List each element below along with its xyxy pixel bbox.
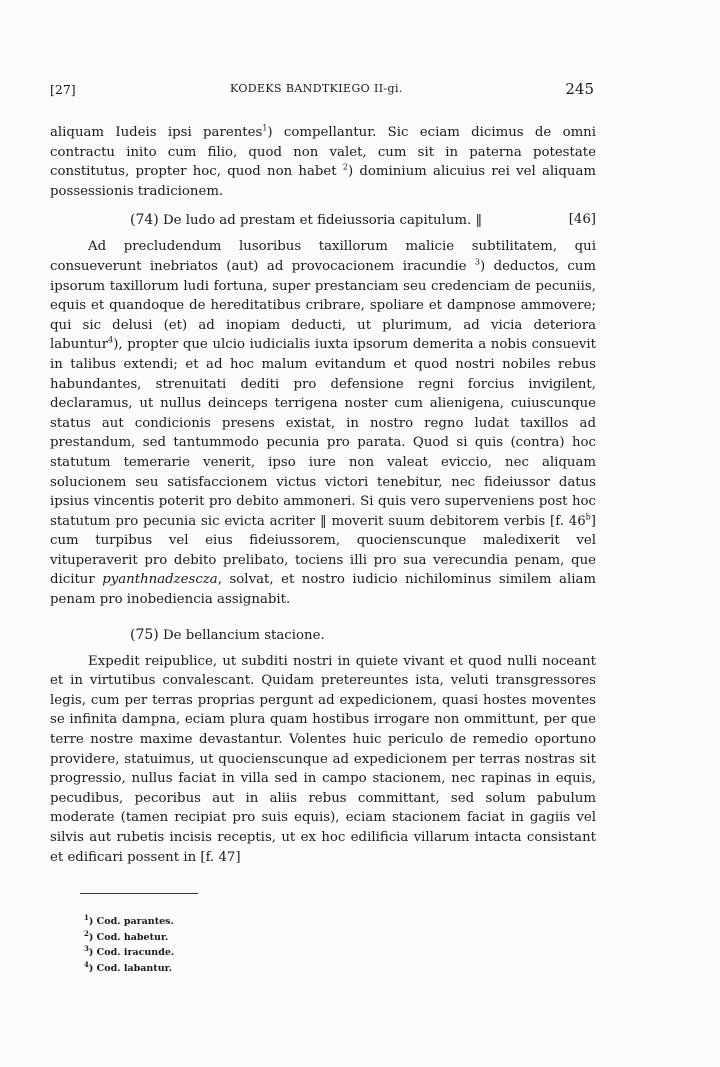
text-run: ) deductos, cum ipsorum taxillorum ludi fortuna, super prestanciam seu credenciam de pecuniis, equis et quandoque de hereditatibus cribrare, spoliare et dampnose ammovere; qui sic delusi (et) ad inopiam deducti, ut plurimum, ad vicia deteriora labuntur: [50, 258, 596, 353]
footnote-text: ) Cod. habetur.: [88, 931, 169, 943]
intro-paragraph: [50, 123, 596, 201]
footnote-mark: 4: [84, 959, 89, 969]
chapter-title: De bellancium stacione.: [162, 627, 325, 643]
footnote-ref: 1: [262, 123, 268, 133]
footnote: [84, 961, 174, 977]
footnote-ref: 4: [108, 335, 114, 345]
chapter-74-text: [50, 237, 596, 609]
footnote-divider: [80, 893, 198, 894]
section-number: [27]: [50, 82, 76, 97]
footnote-text: ) Cod. iracunde.: [88, 947, 175, 959]
text-run: aliquam Iudeis ipsi parentes: [50, 125, 263, 140]
text-run: Ad precludendum lusoribus taxillorum malicie subtilitatem, qui consueverunt inebriatos (aut) ad provocacionem iracundie: [50, 239, 596, 274]
footnote-ref: 2: [342, 162, 348, 172]
main-text: [50, 123, 596, 867]
running-header: [50, 80, 596, 100]
text-run: ), propter que ulcio iudicialis iuxta ipsorum demerita a nobis consuevit in talibus extendi; et ad hoc malum evitandum et quod nostri nobiles rebus habundantes, strenuitati dediti pro defensione regni forcius invigilent, declaramus, ut nullus deinceps terrigena noster cum alienigena, cuiuscunque status aut condicionis presens existat, in nostro regno ludat taxillos ad prestandum, sed tantummodo pecunia pro parata. Quod si quis (contra) hoc statutum temerarie venerit, ipso iure non valeat eviccio, nec aliquam solucionem seu satisfaccionem victus victori tenebitur, nec fideiussor datus ipsius vincentis poterit pro debito ammoneri. Si quis vero superveniens post hoc statutum pro pecunia sic evicta acriter ‖ moverit suum debitorem verbis: [50, 337, 596, 529]
chapter-number: (74): [130, 212, 159, 229]
page-number: 245: [565, 80, 594, 98]
folio-ref: [46]: [568, 212, 596, 228]
chapter-heading-75: [50, 624, 596, 646]
folio-end: ]: [590, 513, 596, 529]
chapter-title: De ludo ad prestam et fideiussoria capitulum. ‖: [162, 213, 483, 229]
footnote-mark: 3: [84, 944, 89, 954]
footnote: [84, 945, 174, 961]
footnote: [84, 930, 174, 946]
folio-ref-inline: [550, 514, 596, 529]
text-run: Expedit reipublice, ut subditi nostri in quiete vivant et quod nulli noceant et in virtutibus convalescant. Quidam pretereuntes ista, veluti transgressores legis, cum per terras proprias pergunt ad expedicionem, quasi hostes moventes se infinita dampna, eciam plura quam hostibus irrogare non ommittunt, per que terre nostre maxime devastantur. Volentes huic periculo de remedio oportuno providere, statuimus, ut quocienscunque ad expedicionem per terras nostras sit progressio, nullus faciat in villa sed in campo stacionem, nec rapinas in equis, pecudibus, pecoribus aut in aliis rebus committant, sed solum pabulum moderate (tamen recipiat pro suis equis), eciam stacionem faciat in gagiis vel silvis aut rubetis incisis receptis, ut ex hoc edilificia villarum intacta consistant et edificari possent in: [50, 653, 596, 865]
chapter-heading-74: [50, 209, 596, 231]
text-run: ) compellantur. Sic eciam dicimus de omni contractu inito cum filio, quod non valet, cum sit in paterna potestate constitutus, propter hoc, quod non habet: [50, 125, 597, 180]
text-run: cum turpibus vel eius fideiussorem, quocienscunque maledixerit vel vituperaverit pro debito prelibato, tociens illi pro sua verecundia penam, que dicitur: [50, 533, 596, 588]
footnotes: [84, 914, 174, 976]
folio-text: [f. 46: [550, 513, 586, 529]
footnote-text: ) Cod. parantes.: [88, 916, 174, 927]
italic-term: pyanthnadzescza: [102, 572, 218, 588]
running-title: KODEKS BANDTKIEGO II-gi.: [230, 82, 403, 95]
footnote-ref: 3: [474, 257, 481, 267]
chapter-75-text: [50, 652, 596, 868]
footnote-text: ) Cod. labantur.: [88, 962, 173, 974]
folio-sup: b: [585, 512, 591, 522]
text-run: , solvat, et nostro iudicio nichilominus similem aliam penam pro inobediencia assignabit.: [50, 572, 596, 608]
chapter-number: (75): [130, 626, 159, 643]
footnote-mark: 2: [84, 928, 89, 938]
footnote-mark: 1: [84, 912, 89, 922]
text-run: ) dominium alicuius rei vel aliquam possessionis tradicionem.: [50, 164, 596, 199]
folio-ref-inline: [f. 47]: [200, 849, 241, 865]
footnote: [84, 914, 174, 930]
